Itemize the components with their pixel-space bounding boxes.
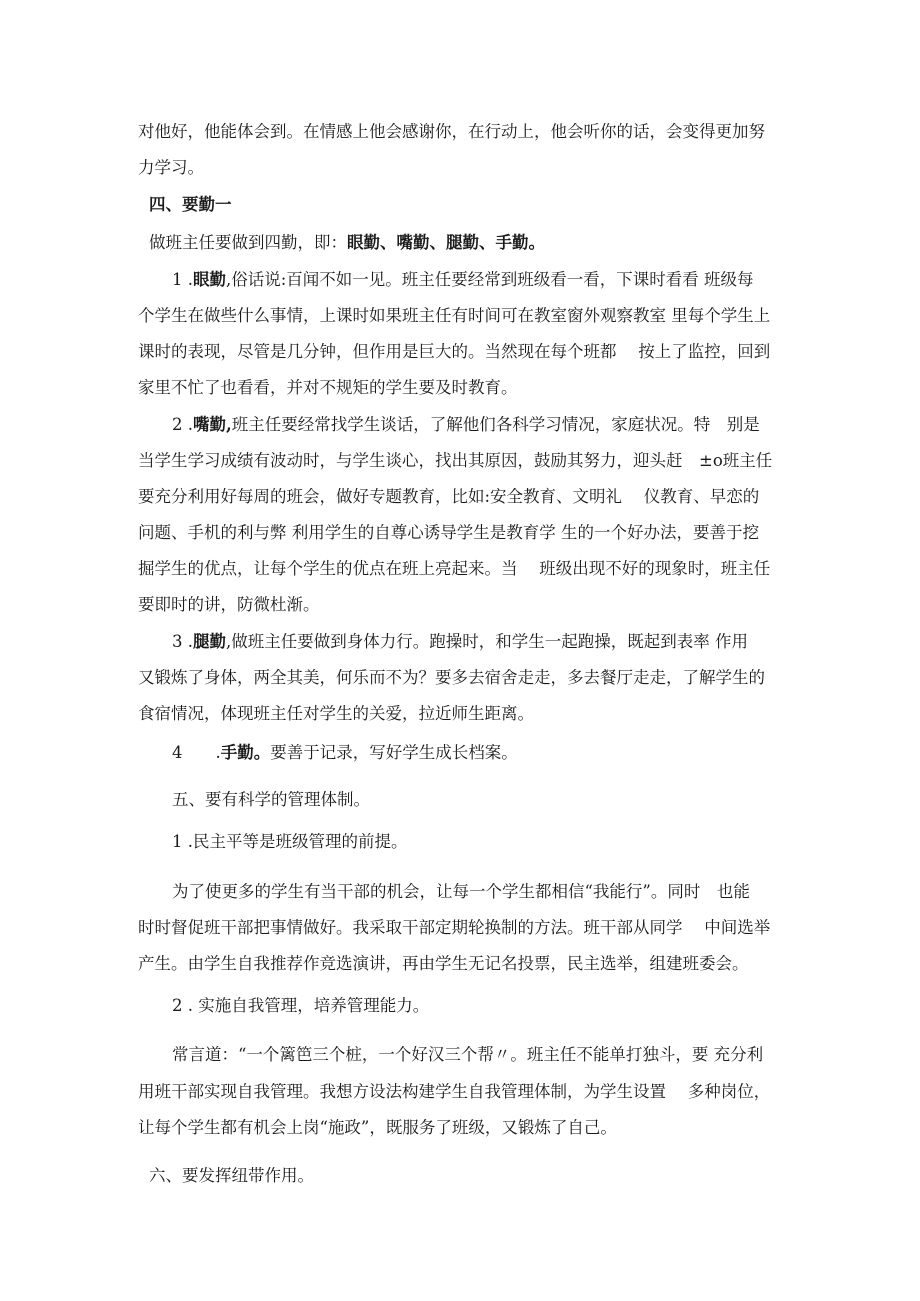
paragraph-line <box>149 231 799 257</box>
bold-text: 四、要勤一 <box>149 195 232 214</box>
paragraph-line <box>138 593 788 619</box>
paragraph-line <box>138 666 788 692</box>
text-run: 1 .民主平等是班级管理的前提。 <box>172 832 408 851</box>
subsection-heading <box>172 994 822 1020</box>
text-run: 五、要有科学的管理体制。 <box>172 790 370 809</box>
bold-text: 腿勤 <box>193 632 226 651</box>
text-run: 用班干部实现自我管理。我想方设法构建学生自我管理体制，为学生设置 多种岗位， <box>138 1082 771 1101</box>
paragraph-line <box>172 1043 822 1069</box>
paragraph-line <box>138 120 788 146</box>
text-run: 时时督促班干部把事情做好。我采取干部定期轮换制的方法。班干部从同学 中间选举 <box>138 918 771 937</box>
text-run: 2 . 实施自我管理，培养管理能力。 <box>172 996 430 1015</box>
paragraph-line <box>138 557 788 583</box>
list-item-legs <box>172 630 822 656</box>
paragraph-line <box>138 702 788 728</box>
bold-text: 手勤。 <box>220 743 271 762</box>
bold-text: 眼勤、嘴勤、腿勤、手勤。 <box>347 233 545 252</box>
list-item-hands <box>172 741 822 767</box>
paragraph-line <box>138 156 788 182</box>
subsection-heading <box>172 830 822 856</box>
list-item-mouth <box>172 413 822 439</box>
text-run: 为了使更多的学生有当干部的机会，让每一个学生都相信“我能行”。同时 也能 <box>172 882 750 901</box>
paragraph-line <box>138 449 788 475</box>
text-run: 1 . <box>172 270 193 289</box>
text-run: 产生。由学生自我推荐作竞选演讲，再由学生无记名投票，民主选举，组建班委会。 <box>138 954 749 973</box>
text-run: ,俗话说:百闻不如一见。班主任要经常到班级看一看，下课时看看 班级每 <box>226 270 754 289</box>
section-heading <box>172 788 822 814</box>
text-run: 要即时的讲，防微杜渐。 <box>138 595 320 614</box>
text-run: 让每个学生都有机会上岗“施政”，既服务了班级，又锻炼了自己。 <box>138 1118 617 1137</box>
text-run: 对他好，他能体会到。在情感上他会感谢你，在行动上，他会听你的话，会变得更加努 <box>138 122 765 141</box>
text-run: 掘学生的优点，让每个学生的优点在班上亮起来。当 班级出现不好的现象时，班主任 <box>138 559 771 578</box>
text-run: ,做班主任要做到身体力行。跑操时，和学生一起跑操，既起到表率 作用 <box>226 632 748 651</box>
paragraph-line <box>138 1080 788 1106</box>
section-heading <box>149 1164 799 1190</box>
text-run: 班主任要经常找学生谈话，了解他们各科学习情况，家庭状况。特 别是 <box>231 415 760 434</box>
text-run: 问题、手机的利与弊 利用学生的自尊心诱导学生是教育学 生的一个好办法，要善于挖 <box>138 523 759 542</box>
bold-text: 眼勤 <box>193 270 226 289</box>
paragraph-line <box>138 304 788 330</box>
text-run: 做班主任要做到四勤，即： <box>149 233 347 252</box>
paragraph-line <box>138 1116 788 1142</box>
text-run: 4 . <box>172 743 221 762</box>
text-run: 常言道：“一个篱笆三个桩，一个好汉三个帮〃。班主任不能单打独斗，要 充分利 <box>172 1045 764 1064</box>
paragraph-line <box>138 340 788 366</box>
text-run: 又锻炼了身体，两全其美，何乐而不为？要多去宿舍走走，多去餐厅走走，了解学生的 <box>138 668 765 687</box>
bold-text: 嘴勤, <box>193 415 232 434</box>
text-run: 要善于记录，写好学生成长档案。 <box>270 743 518 762</box>
paragraph-line <box>138 521 788 547</box>
text-run: 当学生学习成绩有波动时，与学生谈心，找出其原因，鼓励其努力，迎头赶 ±o班主任 <box>138 451 773 470</box>
paragraph-line <box>138 952 788 978</box>
paragraph-line <box>138 485 788 511</box>
list-item-eye <box>172 268 822 294</box>
text-run: 食宿情况，体现班主任对学生的关爱，拉近师生距离。 <box>138 704 534 723</box>
text-run: 个学生在做些什么事情，上课时如果班主任有时间可在教室窗外观察教室 里每个学生上 <box>138 306 771 325</box>
text-run: 家里不忙了也看看，并对不规矩的学生要及时教育。 <box>138 378 518 397</box>
text-run: 力学习。 <box>138 158 204 177</box>
paragraph-line <box>138 376 788 402</box>
text-run: 课时的表现，尽管是几分钟，但作用是巨大的。当然现在每个班都 按上了监控，回到 <box>138 342 771 361</box>
text-run: 六、要发挥纽带作用。 <box>149 1166 314 1185</box>
paragraph-line <box>138 916 788 942</box>
text-run: 2 . <box>172 415 193 434</box>
paragraph-line <box>172 880 822 906</box>
section-heading <box>149 193 799 219</box>
text-run: 3 . <box>172 632 193 651</box>
text-run: 要充分利用好每周的班会，做好专题教育，比如:安全教育、文明礼 仪教育、早恋的 <box>138 487 760 506</box>
